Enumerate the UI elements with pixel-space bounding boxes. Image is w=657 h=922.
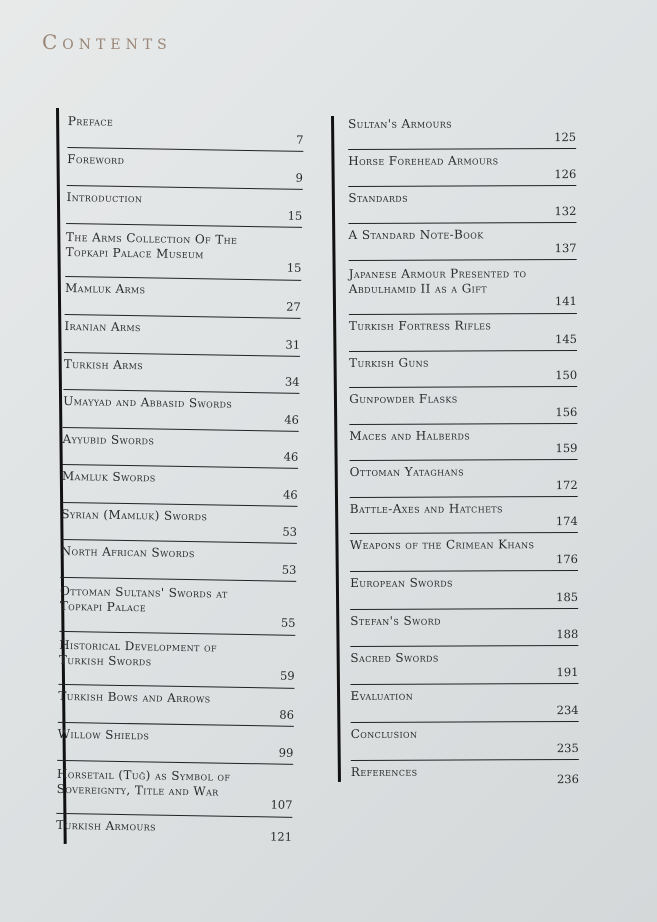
toc-entry-title: Ottoman Yataghans (349, 464, 464, 479)
toc-entry (350, 646, 578, 685)
toc-entry-page-number: 27 (286, 299, 301, 314)
toc-entry-page-number: 99 (278, 745, 294, 760)
right-column-rule (331, 116, 340, 782)
toc-entry-title: Historical Development of Turkish Swords (58, 637, 218, 669)
toc-entry-page-number: 46 (283, 449, 299, 464)
toc-entry-title: References (350, 764, 418, 779)
toc-entry-title: Syrian (Mamluk) Swords (61, 506, 208, 524)
toc-entry-page-number: 9 (295, 170, 304, 185)
toc-entry (63, 353, 300, 394)
toc-entry-page-number: 185 (556, 590, 579, 605)
toc-entry (349, 387, 577, 425)
toc-entry-page-number: 59 (279, 668, 295, 683)
toc-entry-page-number: 34 (284, 374, 300, 389)
toc-entry (351, 722, 579, 761)
toc-entry (59, 578, 296, 636)
toc-entry (56, 814, 292, 848)
toc-entry (349, 314, 577, 352)
toc-entry (350, 609, 578, 647)
toc-entry (61, 465, 298, 507)
toc-entry-title: Turkish Bows and Arrows (58, 688, 211, 706)
toc-entry (349, 260, 577, 315)
toc-entry-title: Willow Shields (57, 726, 150, 743)
toc-entry (61, 503, 298, 544)
toc-entry (58, 685, 295, 727)
toc-entry-page-number: 132 (554, 204, 577, 219)
toc-entry-page-number: 235 (556, 740, 579, 756)
toc-entry (349, 424, 577, 461)
toc-entry-page-number: 53 (282, 524, 298, 539)
toc-entry (67, 148, 304, 190)
toc-entry-page-number: 121 (269, 829, 293, 844)
toc-entry-page-number: 145 (555, 332, 578, 347)
toc-entry-title: European Swords (350, 575, 453, 590)
toc-entry-page-number: 174 (555, 514, 578, 529)
toc-entry-title: Turkish Fortress Rifles (348, 318, 492, 333)
toc-entry-title: Mamluk Arms (64, 280, 146, 297)
toc-entry-title: Turkish Arms (63, 356, 144, 373)
toc-entry-page-number: 236 (556, 771, 579, 787)
toc-entry-page-number: 172 (555, 478, 578, 493)
toc-entry (60, 540, 297, 582)
toc-entry (67, 110, 304, 152)
toc-entry (348, 112, 576, 150)
toc-entry-title: Battle-Axes and Hatchets (349, 501, 503, 516)
toc-entry-page-number: 7 (296, 132, 304, 147)
toc-entry-title: Iranian Arms (64, 318, 141, 335)
toc-entry-page-number: 55 (280, 615, 296, 630)
toc-entry-page-number: 15 (287, 208, 303, 223)
toc-entry-title: Ayyubid Swords (62, 431, 155, 448)
toc-entry (65, 277, 302, 319)
toc-entry-page-number: 191 (556, 664, 579, 680)
toc-entry (63, 390, 300, 432)
toc-entry (62, 428, 299, 469)
toc-entry (348, 186, 576, 224)
toc-entry (348, 223, 576, 261)
toc-entry-title: Horse Forehead Armours (348, 153, 499, 168)
toc-entry-page-number: 234 (556, 702, 579, 718)
toc-entry (350, 460, 578, 498)
toc-entry-page-number: 31 (285, 337, 301, 352)
toc-entry-title: Weapons of the Crimean Khans (349, 537, 535, 552)
toc-entry-page-number: 86 (279, 707, 295, 722)
toc-entry (57, 723, 294, 765)
contents-left-column (56, 110, 304, 848)
toc-entry-title: Gunpowder Flasks (349, 391, 458, 406)
toc-entry (351, 760, 579, 791)
toc-entry (350, 533, 578, 572)
toc-entry-title: Sacred Swords (350, 650, 439, 665)
toc-entry-page-number: 188 (556, 627, 579, 642)
toc-entry-title: Introduction (66, 189, 143, 206)
toc-entry (56, 761, 293, 818)
toc-entry-page-number: 156 (555, 405, 578, 420)
toc-entry-page-number: 141 (554, 294, 577, 309)
toc-entry-page-number: 46 (284, 412, 300, 427)
toc-entry-page-number: 176 (555, 552, 578, 567)
toc-entry-page-number: 159 (555, 441, 578, 456)
toc-entry-title: The Arms Collection Of The Topkapi Palace Museum (65, 229, 238, 262)
toc-entry-title: Turkish Guns (349, 355, 429, 370)
toc-entry-page-number: 15 (286, 260, 302, 275)
toc-entry-title: Maces and Halberds (349, 428, 471, 443)
toc-entry (58, 632, 295, 689)
toc-entry-title: Evaluation (350, 688, 414, 703)
toc-entry-page-number: 150 (555, 368, 578, 383)
page-title: Contents (42, 30, 172, 54)
toc-entry-title: Sultan's Armours (348, 116, 453, 131)
toc-entry (348, 149, 576, 187)
toc-entry (66, 186, 303, 228)
toc-entry-page-number: 126 (554, 167, 577, 182)
toc-entry (350, 571, 578, 610)
toc-entry (349, 351, 577, 388)
toc-entry (350, 497, 578, 534)
toc-entry (64, 315, 301, 357)
toc-entry-title: Conclusion (350, 726, 418, 741)
toc-entry-page-number: 107 (270, 797, 293, 812)
toc-entry-title: Turkish Armours (56, 817, 157, 834)
toc-entry-title: Preface (67, 113, 114, 129)
toc-entry-title: Mamluk Swords (61, 468, 156, 485)
toc-entry-page-number: 53 (281, 562, 297, 577)
toc-entry-title: Foreword (67, 151, 125, 167)
toc-entry-title: Stefan's Sword (350, 613, 441, 628)
toc-entry-title: A Standard Note-Book (348, 227, 484, 242)
toc-entry-page-number: 137 (554, 241, 577, 256)
toc-entry-title: Horsetail (Tuğ) as Symbol of Sovereignty, Title and War (56, 766, 231, 799)
toc-entry-page-number: 125 (554, 130, 577, 145)
toc-entry-title: Japanese Armour Presented to Abdulhamid II as a Gift (348, 266, 527, 296)
toc-entry (65, 224, 302, 281)
toc-entry-page-number: 46 (282, 487, 298, 502)
toc-entry (350, 684, 578, 723)
contents-right-column (348, 112, 579, 791)
toc-entry-title: Standards (348, 190, 409, 205)
toc-entry-title: North African Swords (60, 543, 195, 561)
toc-entry-title: Umayyad and Abbasid Swords (63, 393, 233, 411)
toc-entry-title: Ottoman Sultans' Swords at Topkapi Palace (59, 583, 228, 615)
